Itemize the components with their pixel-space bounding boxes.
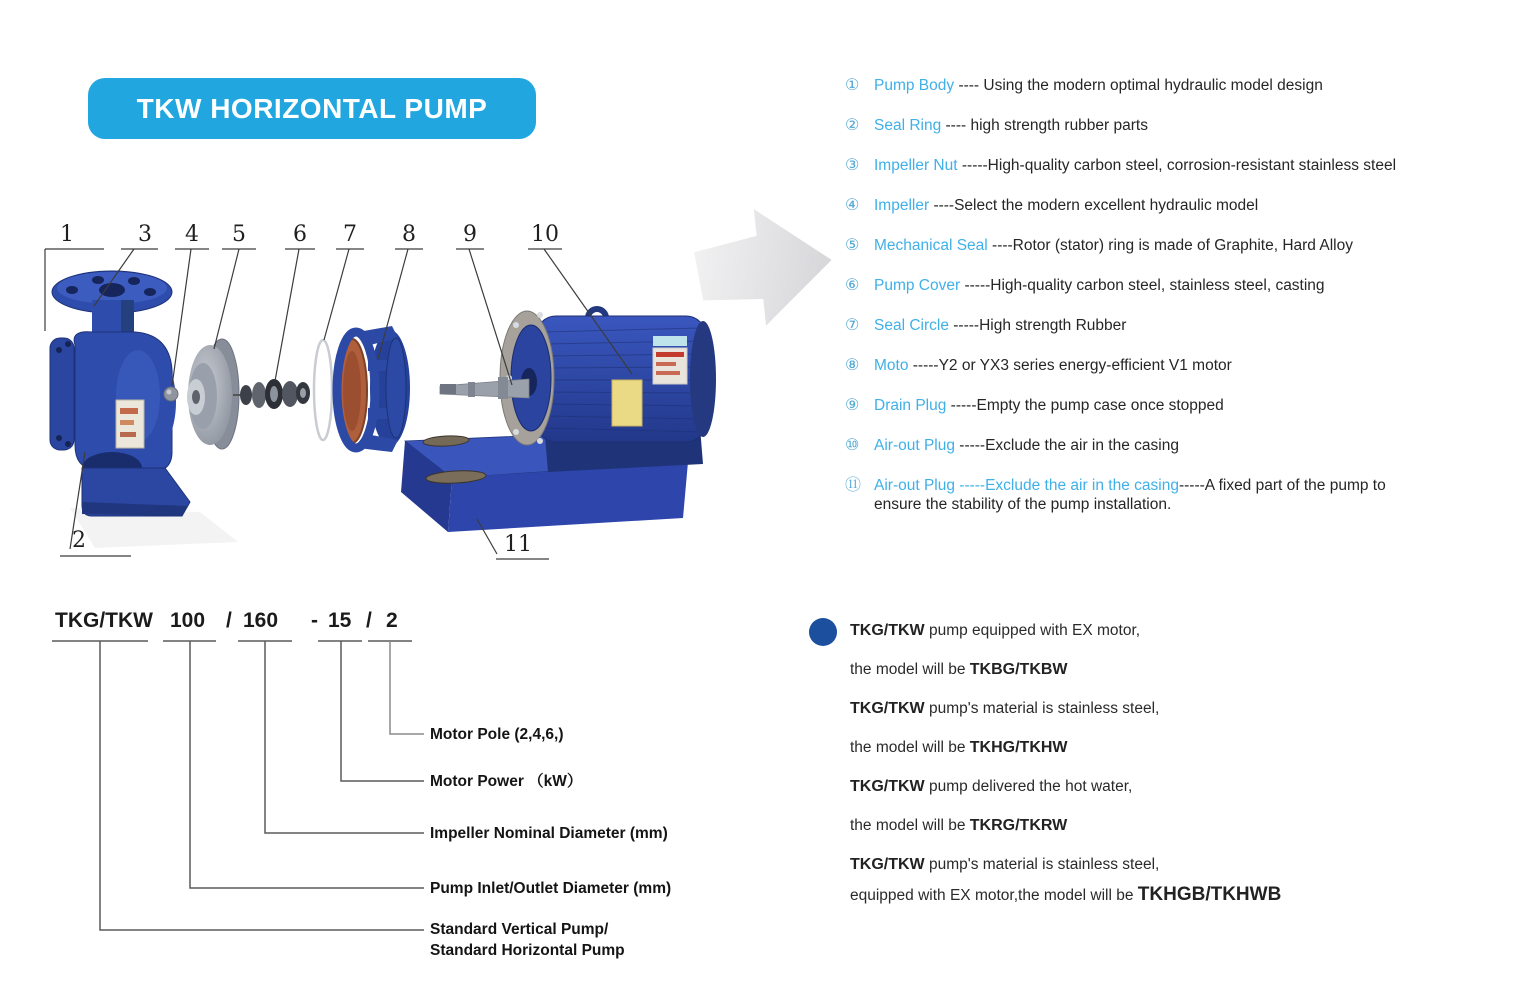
list-item bbox=[845, 76, 1505, 95]
code-series: TKG/TKW bbox=[55, 609, 153, 632]
part-desc: -----Empty the pump case once stopped bbox=[946, 397, 1224, 414]
note-line: the model will be TKRG/TKRW bbox=[850, 817, 1068, 834]
impeller-illustration bbox=[187, 339, 239, 449]
part-name: Air-out Plug bbox=[874, 437, 955, 454]
part-desc: ----Select the modern excellent hydraulic model bbox=[929, 197, 1259, 214]
list-item bbox=[845, 316, 1505, 335]
impeller-nut-illustration bbox=[164, 387, 178, 401]
code-motor-pole: 2 bbox=[386, 609, 398, 632]
part-name: Pump Body bbox=[874, 77, 955, 94]
part-name: Air-out Plug -----Exclude the air in the casing bbox=[874, 477, 1179, 494]
note-line: the model will be TKBG/TKBW bbox=[850, 661, 1068, 678]
item-number: ⑥ bbox=[845, 277, 860, 294]
callout-3: 3 bbox=[138, 222, 152, 247]
part-name: Drain Plug bbox=[874, 397, 947, 414]
bullet-dot bbox=[809, 618, 837, 646]
part-desc-line2: ensure the stability of the pump installation. bbox=[874, 496, 1172, 513]
callout-2: 2 bbox=[72, 528, 86, 553]
seal-circle-illustration bbox=[314, 340, 332, 440]
item-number: ⑪ bbox=[845, 477, 862, 494]
parts-list bbox=[845, 76, 1505, 535]
item-number: ⑧ bbox=[845, 357, 860, 374]
part-name: Moto bbox=[874, 357, 909, 374]
item-number: ② bbox=[845, 117, 860, 134]
label-impeller-diameter: Impeller Nominal Diameter (mm) bbox=[430, 825, 668, 842]
list-item bbox=[845, 116, 1505, 135]
list-item bbox=[845, 476, 1505, 514]
part-name: Pump Cover bbox=[874, 277, 961, 294]
part-desc: ---- high strength rubber parts bbox=[941, 117, 1148, 134]
callout-9: 9 bbox=[463, 222, 477, 247]
code-motor-power: 15 bbox=[328, 609, 352, 632]
label-motor-pole: Motor Pole (2,4,6,) bbox=[430, 726, 564, 743]
model-code-diagram bbox=[30, 585, 760, 985]
list-item bbox=[845, 156, 1505, 175]
part-name: Impeller Nut bbox=[874, 157, 958, 174]
motor-name-plate bbox=[612, 380, 642, 426]
part-desc: ----Rotor (stator) ring is made of Graphite, Hard Alloy bbox=[987, 237, 1353, 254]
list-item bbox=[845, 396, 1505, 415]
part-desc: ---- Using the modern optimal hydraulic model design bbox=[954, 77, 1323, 94]
code-dash: - bbox=[311, 609, 318, 632]
item-number: ④ bbox=[845, 197, 860, 214]
note-line: TKG/TKW pump's material is stainless steel, bbox=[850, 856, 1160, 873]
part-desc: -----Exclude the air in the casing bbox=[954, 437, 1179, 454]
part-name: Mechanical Seal bbox=[874, 237, 988, 254]
page-title: TKW HORIZONTAL PUMP bbox=[136, 92, 488, 124]
callout-11: 11 bbox=[504, 532, 532, 557]
model-variant-notes bbox=[850, 622, 1470, 926]
item-number: ⑩ bbox=[845, 437, 860, 454]
code-slash-2: / bbox=[366, 609, 372, 632]
part-desc: -----High-quality carbon steel, stainless steel, casting bbox=[960, 277, 1325, 294]
mechanical-seal-illustration bbox=[233, 379, 310, 409]
pump-cover-illustration bbox=[337, 326, 410, 452]
list-item bbox=[845, 356, 1505, 375]
part-name: Seal Ring bbox=[874, 117, 942, 134]
note-line: TKG/TKW pump's material is stainless steel, bbox=[850, 700, 1160, 717]
part-name: Seal Circle bbox=[874, 317, 949, 334]
list-item bbox=[845, 196, 1505, 215]
model-code-connectors bbox=[52, 641, 424, 930]
item-number: ③ bbox=[845, 157, 860, 174]
callout-1: 1 bbox=[60, 222, 74, 247]
part-desc: -----High strength Rubber bbox=[948, 317, 1127, 334]
callout-7: 7 bbox=[343, 222, 357, 247]
list-item bbox=[845, 276, 1505, 295]
note-line: TKG/TKW pump delivered the hot water, bbox=[850, 778, 1133, 795]
part-desc: -----High-quality carbon steel, corrosion-resistant stainless steel bbox=[957, 157, 1397, 174]
list-item bbox=[845, 436, 1505, 455]
exploded-pump-diagram bbox=[20, 196, 765, 580]
item-number: ⑨ bbox=[845, 397, 860, 414]
label-motor-power: Motor Power （kW） bbox=[430, 773, 583, 790]
item-number: ⑤ bbox=[845, 237, 860, 254]
list-item bbox=[845, 236, 1505, 255]
note-line: equipped with EX motor,the model will be TKHGB/TKHWB bbox=[850, 884, 1282, 905]
callout-5: 5 bbox=[232, 222, 246, 247]
motor-rear-cap bbox=[690, 321, 716, 437]
code-slash-1: / bbox=[226, 609, 232, 632]
part-desc: -----Y2 or YX3 series energy-efficient V1 motor bbox=[908, 357, 1232, 374]
callout-6: 6 bbox=[293, 222, 307, 247]
part-desc: -----A fixed part of the pump to bbox=[1178, 477, 1386, 494]
label-pump-type-line1: Standard Vertical Pump/ bbox=[430, 921, 609, 938]
part-name: Impeller bbox=[874, 197, 930, 214]
label-inlet-outlet: Pump Inlet/Outlet Diameter (mm) bbox=[430, 880, 672, 897]
item-number: ① bbox=[845, 77, 860, 94]
title-banner bbox=[88, 78, 536, 139]
note-line: TKG/TKW pump equipped with EX motor, bbox=[850, 622, 1141, 639]
note-line: the model will be TKHG/TKHW bbox=[850, 739, 1068, 756]
code-impeller-diameter: 160 bbox=[243, 609, 279, 632]
callout-4: 4 bbox=[185, 222, 199, 247]
code-inlet-diameter: 100 bbox=[170, 609, 206, 632]
label-pump-type-line2: Standard Horizontal Pump bbox=[430, 942, 625, 959]
callout-8: 8 bbox=[402, 222, 416, 247]
item-number: ⑦ bbox=[845, 317, 860, 334]
callout-10: 10 bbox=[531, 222, 559, 247]
